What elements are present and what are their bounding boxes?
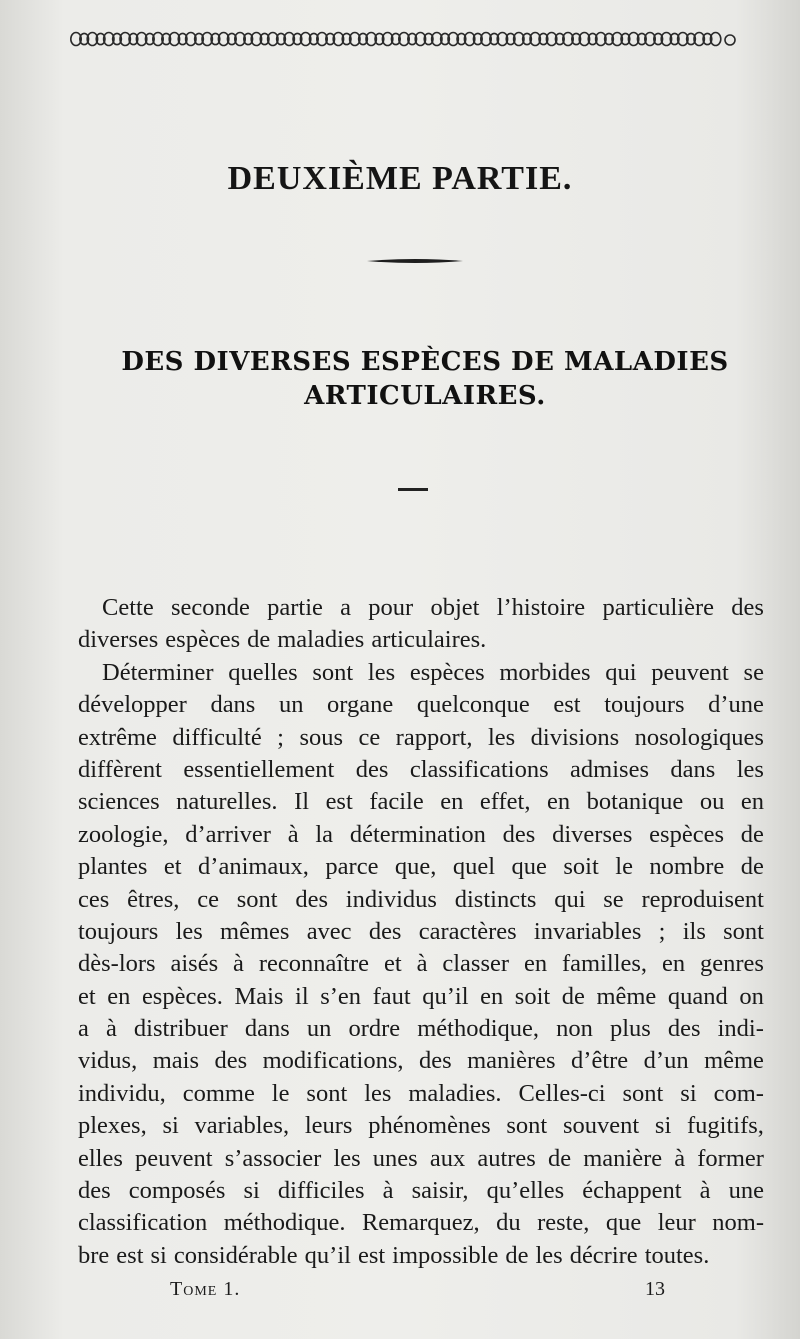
- text-line: diffèrent essentiellement des classifications admises dans les: [78, 755, 764, 783]
- text-line: dès-lors aisés à reconnaître et à classer en familles, en genres: [78, 950, 764, 978]
- text-line: extrême difficulté ; sous ce rapport, les divisions nosologiques: [78, 723, 764, 751]
- chain-ornament-rule: [70, 28, 738, 50]
- section-title-line-2: ARTICULAIRES.: [304, 381, 546, 411]
- text-line: elles peuvent s’associer les unes aux autres de manière à former: [78, 1144, 764, 1172]
- text-line: plexes, si variables, leurs phénomènes sont souvent si fugitifs,: [78, 1112, 764, 1140]
- text-line: des composés si difficiles à saisir, qu’elles échappent à une: [78, 1177, 764, 1205]
- section-title: [60, 345, 790, 413]
- text-line: individu, comme le sont les maladies. Celles-ci sont si com-: [78, 1079, 764, 1107]
- decorative-title-rule: [367, 257, 463, 265]
- text-line: développer dans un organe quelconque est toujours d’une: [78, 691, 764, 719]
- text-line: vidus, mais des modifications, des manières d’être d’un même: [78, 1047, 764, 1075]
- text-line: et en espèces. Mais il s’en faut qu’il en soit de même quand on: [78, 982, 764, 1010]
- page-number: 13: [645, 1278, 665, 1300]
- text-line: zoologie, d’arriver à la détermination des diverses espèces de: [78, 820, 764, 848]
- text-line: sciences naturelles. Il est facile en effet, en botanique ou en: [78, 788, 764, 816]
- section-divider: [398, 488, 428, 491]
- text-line: toujours les mêmes avec des caractères invariables ; ils sont: [78, 917, 764, 945]
- text-line: diverses espèces de maladies articulaires.: [78, 626, 487, 654]
- part-title: DEUXIÈME PARTIE.: [227, 160, 573, 197]
- text-line: classification méthodique. Remarquez, du reste, que leur nom-: [78, 1209, 764, 1237]
- text-line: bre est si considérable qu’il est impossible de les décrire toutes.: [78, 1241, 710, 1269]
- text-line: plantes et d’animaux, parce que, quel que soit le nombre de: [78, 853, 764, 881]
- page-footer: [0, 1278, 800, 1308]
- text-line: Déterminer quelles sont les espèces morbides qui peuvent se: [102, 658, 764, 686]
- volume-label: Tome 1.: [170, 1278, 241, 1300]
- text-line: ces êtres, ce sont des individus distincts qui se reproduisent: [78, 885, 764, 913]
- text-line: Cette seconde partie a pour objet l’histoire particulière des: [102, 594, 764, 621]
- section-title-line-1: DES DIVERSES ESPÈCES DE MALADIES: [121, 347, 729, 377]
- body-text: [78, 592, 764, 1272]
- text-line: a à distribuer dans un ordre méthodique, non plus des indi-: [78, 1015, 764, 1043]
